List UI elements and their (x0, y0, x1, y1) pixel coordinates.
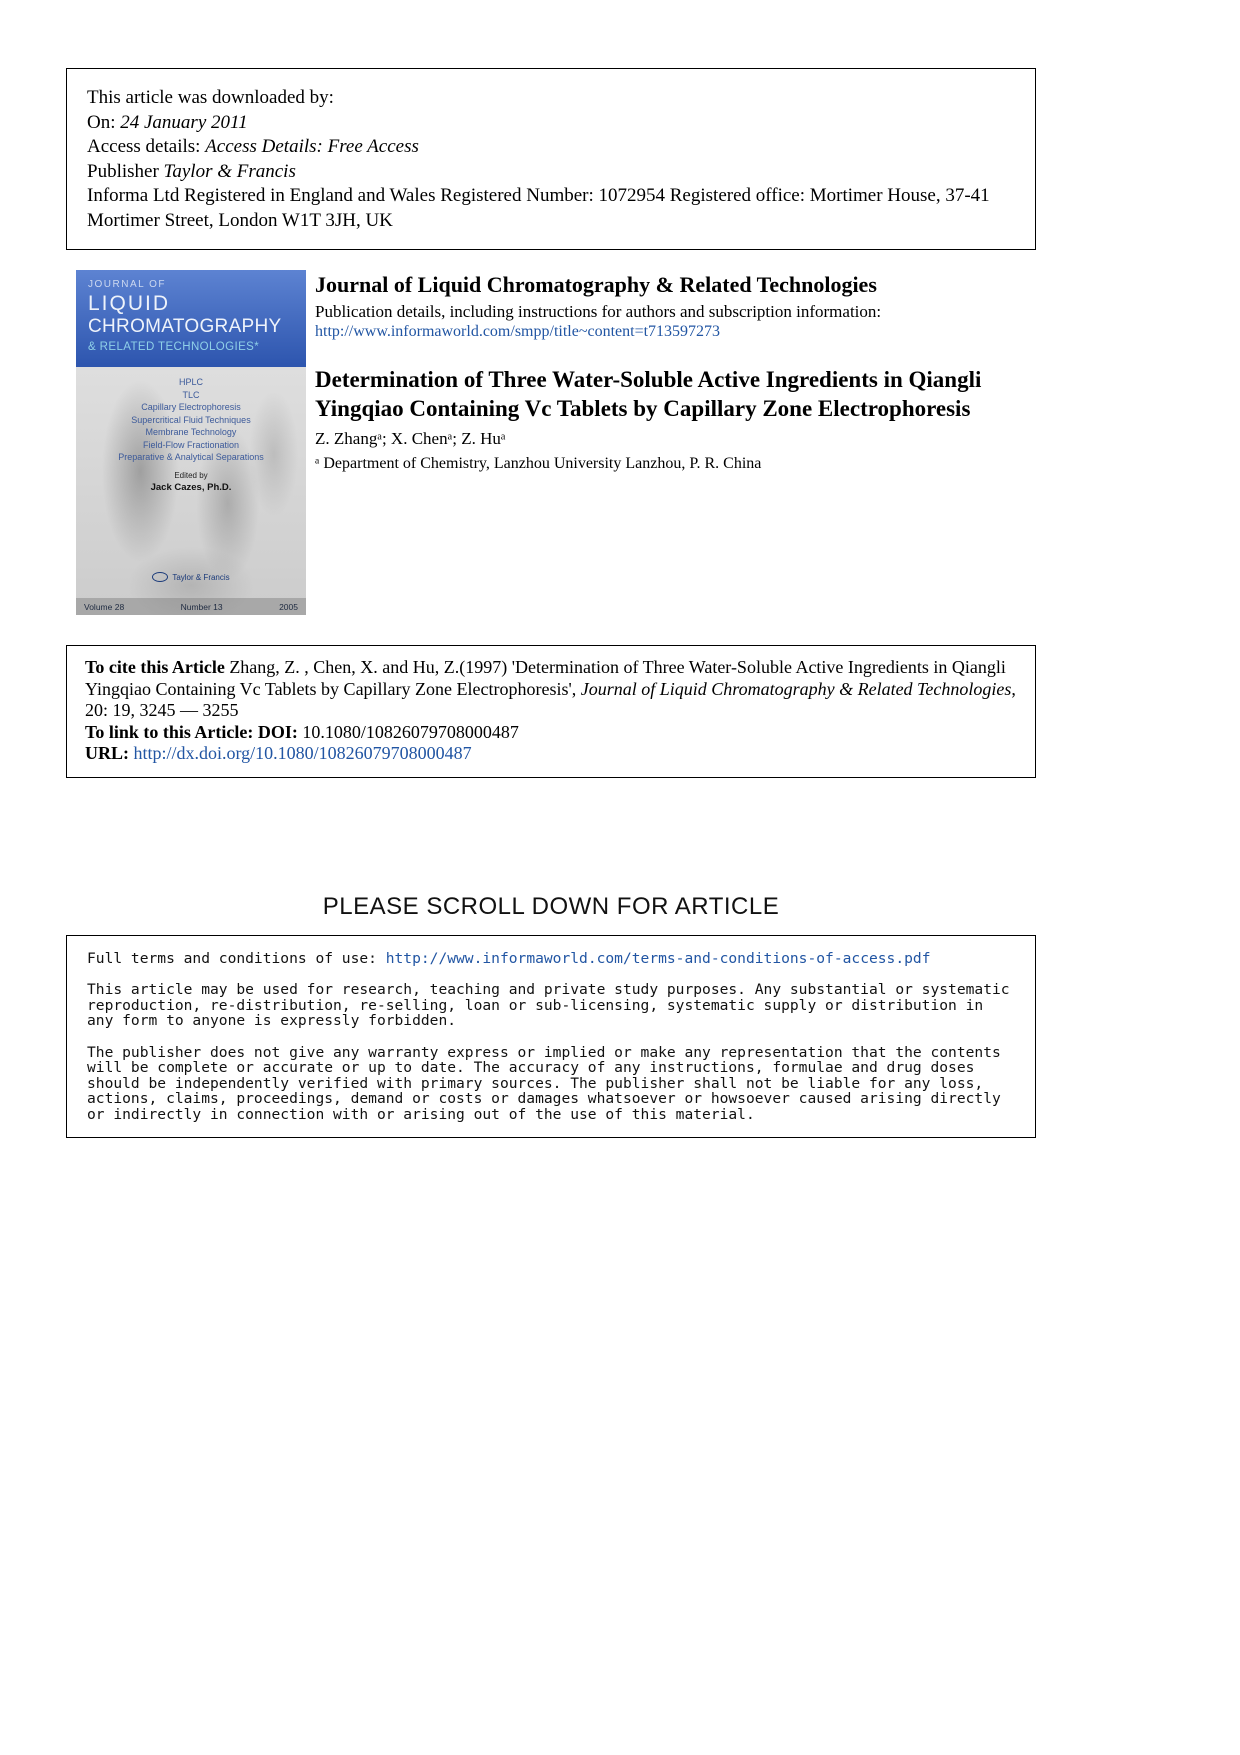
doi-line (85, 722, 1017, 744)
taylor-francis-logo-icon (152, 572, 168, 582)
journal-info-block (315, 272, 1015, 473)
edited-by-label: Edited by (174, 471, 208, 480)
terms-intro-line (87, 951, 1015, 967)
terms-intro-label: Full terms and conditions of use: (87, 950, 386, 967)
scroll-down-notice: PLEASE SCROLL DOWN FOR ARTICLE (322, 893, 780, 920)
downloaded-by-line: This article was downloaded by: (87, 87, 334, 108)
access-details-value: Access Details: Free Access (205, 136, 419, 157)
terms-paragraph-warranty: The publisher does not give any warranty express or implied or make any representation that the contents will be complete or accurate or up to date. The accuracy of any instructions, formulae and drug doses should be independently verified with primary sources. The publisher shall not be liable for any loss, actions, claims, proceedings, demand or costs or damages whatsoever or howsoever caused arising directly or indirectly in connection with or arising out of the use of this material. (87, 1043, 1001, 1123)
cover-chromatography-text: CHROMATOGRAPHY (88, 316, 282, 337)
cover-topic: Supercritical Fluid Techniques (131, 414, 251, 425)
taylor-francis-logo-text: Taylor & Francis (172, 572, 230, 582)
journal-cover-artwork (76, 367, 306, 615)
cover-volume: Volume 28 (84, 601, 125, 612)
access-details-line (87, 135, 1015, 160)
doi-url-link[interactable]: http://dx.doi.org/10.1080/10826079708000487 (133, 743, 472, 763)
editor-name: Jack Cazes, Ph.D. (150, 482, 232, 493)
terms-box (66, 935, 1036, 1138)
article-authors: Z. Zhangᵃ; X. Chenᵃ; Z. Huᵃ (315, 429, 506, 448)
publication-details-text: Publication details, including instructions for authors and subscription information: (315, 302, 882, 321)
download-date-line (87, 111, 1015, 136)
terms-paragraph-usage: This article may be used for research, teaching and private study purposes. Any substantial or systematic reproduction, re-distribution, re-selling, loan or sub-licensing, systematic supply or distribution in any form to anyone is expressly forbidden. (87, 981, 1010, 1030)
download-date-value: 24 January 2011 (120, 111, 248, 133)
registration-line: Informa Ltd Registered in England and Wales Registered Number: 1072954 Registered office: Mortimer House, 37-41 Mortimer Street, London W1T 3JH, UK (87, 185, 990, 231)
download-info-box (66, 68, 1036, 250)
journal-title: Journal of Liquid Chromatography & Related Technologies (315, 272, 877, 297)
cover-topic: HPLC (178, 377, 203, 387)
cover-editor-block (76, 471, 306, 493)
cover-topic: Field-Flow Fractionation (142, 439, 240, 450)
citation-box (66, 645, 1036, 778)
cover-topic: TLC (182, 389, 200, 400)
publisher-label: Publisher (87, 160, 164, 182)
citation-pages: , 20: 19, 3245 — 3255 (85, 678, 1016, 720)
access-details-label: Access details: (87, 136, 206, 157)
journal-cover-image (76, 270, 306, 615)
cover-topics-list (76, 376, 306, 464)
publisher-line (87, 160, 1015, 185)
cover-number: Number 13 (180, 601, 223, 612)
doi-label: To link to this Article: DOI: (85, 721, 303, 742)
url-label: URL: (85, 743, 134, 763)
cover-year: 2005 (279, 601, 298, 612)
publisher-value: Taylor & Francis (163, 160, 296, 182)
journal-url-link[interactable]: http://www.informaworld.com/smpp/title~content=t713597273 (315, 323, 721, 340)
journal-cover-header (76, 270, 306, 367)
url-line (85, 743, 1017, 765)
doi-value: 10.1080/10826079708000487 (302, 721, 519, 742)
cite-article-label: To cite this Article (85, 657, 225, 677)
citation-line (85, 657, 1017, 722)
article-title: Determination of Three Water-Soluble Active Ingredients in Qiangli Yingqiao Containing Vc Tablets by Capillary Zone Electrophoresis (315, 367, 982, 421)
terms-url-link[interactable]: http://www.informaworld.com/terms-and-conditions-of-access.pdf (385, 950, 931, 967)
taylor-francis-logo (76, 572, 306, 582)
cover-topic: Capillary Electrophoresis (141, 402, 241, 412)
cover-related-technologies-text: & RELATED TECHNOLOGIES* (88, 341, 260, 353)
cover-liquid-text: LIQUID (88, 292, 171, 315)
cover-footer-bar (76, 598, 306, 615)
citation-text: Zhang, Z. , Chen, X. and Hu, Z.(1997) 'Determination of Three Water-Soluble Active Ingredients in Qiangli Yingqiao Containing Vc Tablets by Capillary Zone Electrophoresis', (85, 657, 1006, 699)
cover-topic: Membrane Technology (145, 427, 237, 437)
download-date-label: On: (87, 111, 121, 133)
article-affiliation: ᵃ Department of Chemistry, Lanzhou University Lanzhou, P. R. China (315, 455, 762, 472)
cover-topic: Preparative & Analytical Separations (118, 452, 264, 462)
citation-journal-name: Journal of Liquid Chromatography & Related Technologies (580, 678, 1012, 699)
cover-journal-of-text: JOURNAL OF (88, 279, 166, 290)
